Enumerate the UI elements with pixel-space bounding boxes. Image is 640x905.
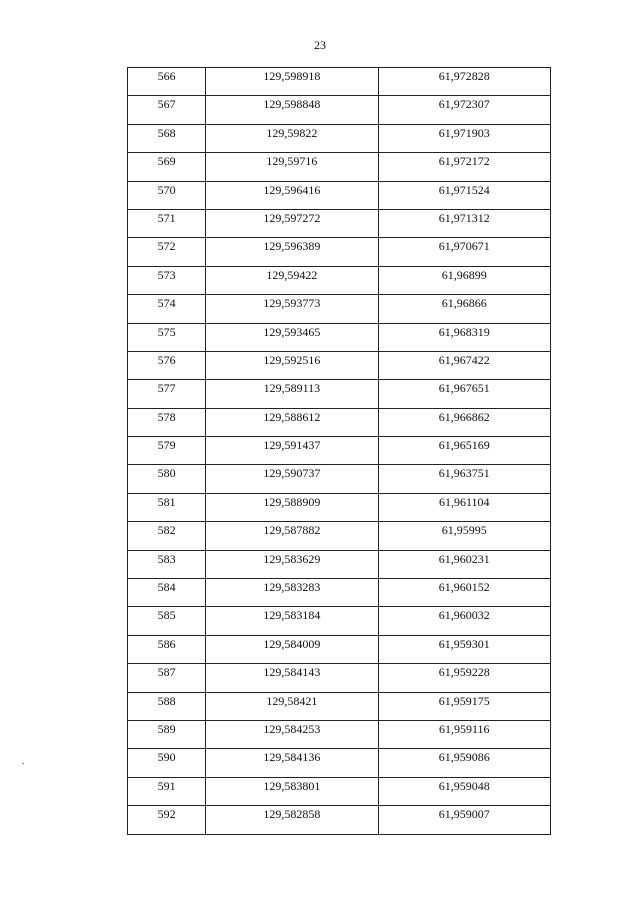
- point-number-cell: [128, 607, 206, 635]
- x-coordinate-cell-text: 129,59422: [266, 267, 318, 282]
- x-coordinate-cell: [206, 522, 378, 550]
- point-number-cell-text: 584: [157, 580, 176, 595]
- point-number-cell: [128, 408, 206, 436]
- point-number-cell-text: 571: [157, 210, 176, 225]
- x-coordinate-cell: [206, 408, 378, 436]
- y-coordinate-cell-text: 61,963751: [438, 466, 490, 481]
- x-coordinate-cell: [206, 437, 378, 465]
- point-number-cell: [128, 380, 206, 408]
- y-coordinate-cell-text: 61,966862: [438, 409, 490, 424]
- point-number-cell-text: 570: [157, 182, 176, 197]
- table-row: [128, 295, 551, 323]
- x-coordinate-cell-text: 129,584143: [263, 665, 321, 680]
- point-number-cell: [128, 664, 206, 692]
- x-coordinate-cell-text: 129,589113: [263, 381, 321, 396]
- y-coordinate-cell-text: 61,959048: [438, 778, 490, 793]
- y-coordinate-cell: [378, 720, 550, 748]
- y-coordinate-cell-text: 61,959086: [438, 750, 490, 765]
- y-coordinate-cell-text: 61,967651: [438, 381, 490, 396]
- point-number-cell: [128, 238, 206, 266]
- point-number-cell-text: 578: [157, 409, 176, 424]
- point-number-cell: [128, 351, 206, 379]
- table-row: [128, 68, 551, 96]
- table-row: [128, 238, 551, 266]
- x-coordinate-cell-text: 129,598848: [263, 97, 321, 112]
- x-coordinate-cell: [206, 124, 378, 152]
- point-number-cell-text: 583: [157, 551, 176, 566]
- y-coordinate-cell: [378, 295, 550, 323]
- y-coordinate-cell: [378, 493, 550, 521]
- y-coordinate-cell-text: 61,971524: [438, 182, 490, 197]
- point-number-cell-text: 576: [157, 352, 176, 367]
- table-row: [128, 96, 551, 124]
- y-coordinate-cell: [378, 635, 550, 663]
- table-row: [128, 465, 551, 493]
- y-coordinate-cell-text: 61,965169: [438, 438, 490, 453]
- point-number-cell: [128, 465, 206, 493]
- y-coordinate-cell-text: 61,959007: [438, 807, 490, 822]
- point-number-cell-text: 579: [157, 438, 176, 453]
- y-coordinate-cell: [378, 806, 550, 834]
- x-coordinate-cell-text: 129,583801: [263, 778, 321, 793]
- y-coordinate-cell-text: 61,959301: [438, 636, 490, 651]
- y-coordinate-cell: [378, 238, 550, 266]
- x-coordinate-cell-text: 129,59716: [266, 154, 318, 169]
- x-coordinate-cell: [206, 266, 378, 294]
- point-number-cell-text: 590: [157, 750, 176, 765]
- y-coordinate-cell-text: 61,96899: [441, 267, 487, 282]
- point-number-cell: [128, 522, 206, 550]
- x-coordinate-cell: [206, 209, 378, 237]
- y-coordinate-cell: [378, 68, 550, 96]
- x-coordinate-cell: [206, 692, 378, 720]
- y-coordinate-cell-text: 61,972172: [438, 154, 490, 169]
- y-coordinate-cell-text: 61,968319: [438, 324, 490, 339]
- x-coordinate-cell: [206, 465, 378, 493]
- y-coordinate-cell-text: 61,959228: [438, 665, 490, 680]
- x-coordinate-cell-text: 129,58421: [266, 693, 318, 708]
- x-coordinate-cell: [206, 579, 378, 607]
- point-number-cell-text: 577: [157, 381, 176, 396]
- y-coordinate-cell: [378, 579, 550, 607]
- x-coordinate-cell-text: 129,584136: [263, 750, 321, 765]
- y-coordinate-cell-text: 61,96866: [441, 296, 487, 311]
- point-number-cell: [128, 209, 206, 237]
- y-coordinate-cell-text: 61,972307: [438, 97, 490, 112]
- point-number-cell: [128, 266, 206, 294]
- point-number-cell: [128, 635, 206, 663]
- point-number-cell: [128, 692, 206, 720]
- point-number-cell: [128, 493, 206, 521]
- y-coordinate-cell: [378, 550, 550, 578]
- coordinates-table: [127, 67, 551, 835]
- y-coordinate-cell: [378, 323, 550, 351]
- table-row: [128, 380, 551, 408]
- x-coordinate-cell: [206, 777, 378, 805]
- x-coordinate-cell-text: 129,590737: [263, 466, 321, 481]
- point-number-cell-text: 582: [157, 523, 176, 538]
- point-number-cell: [128, 437, 206, 465]
- y-coordinate-cell: [378, 522, 550, 550]
- y-coordinate-cell-text: 61,959175: [438, 693, 490, 708]
- coordinates-table-body: [128, 68, 551, 835]
- point-number-cell: [128, 153, 206, 181]
- x-coordinate-cell-text: 129,584253: [263, 721, 321, 736]
- point-number-cell-text: 566: [157, 69, 176, 83]
- point-number-cell-text: 574: [157, 296, 176, 311]
- x-coordinate-cell-text: 129,584009: [263, 636, 321, 651]
- point-number-cell: [128, 749, 206, 777]
- y-coordinate-cell: [378, 209, 550, 237]
- x-coordinate-cell: [206, 323, 378, 351]
- x-coordinate-cell-text: 129,582858: [263, 807, 321, 822]
- table-row: [128, 124, 551, 152]
- table-row: [128, 323, 551, 351]
- page-number: 23: [314, 38, 326, 52]
- table-row: [128, 153, 551, 181]
- point-number-cell: [128, 777, 206, 805]
- y-coordinate-cell-text: 61,961104: [439, 494, 490, 509]
- y-coordinate-cell-text: 61,970671: [438, 239, 490, 254]
- point-number-cell-text: 573: [157, 267, 176, 282]
- x-coordinate-cell-text: 129,587882: [263, 523, 321, 538]
- y-coordinate-cell: [378, 380, 550, 408]
- point-number-cell-text: 568: [157, 125, 176, 140]
- table-row: [128, 493, 551, 521]
- y-coordinate-cell-text: 61,967422: [438, 352, 490, 367]
- point-number-cell-text: 588: [157, 693, 176, 708]
- y-coordinate-cell: [378, 777, 550, 805]
- x-coordinate-cell: [206, 153, 378, 181]
- point-number-cell-text: 591: [157, 778, 176, 793]
- y-coordinate-cell-text: 61,960032: [438, 608, 490, 623]
- point-number-cell-text: 586: [157, 636, 176, 651]
- x-coordinate-cell: [206, 380, 378, 408]
- y-coordinate-cell-text: 61,960152: [438, 580, 490, 595]
- y-coordinate-cell-text: 61,95995: [441, 523, 487, 538]
- x-coordinate-cell: [206, 635, 378, 663]
- x-coordinate-cell: [206, 181, 378, 209]
- table-row: [128, 692, 551, 720]
- y-coordinate-cell: [378, 96, 550, 124]
- point-number-cell-text: 575: [157, 324, 176, 339]
- y-coordinate-cell-text: 61,971903: [438, 125, 490, 140]
- x-coordinate-cell-text: 129,597272: [263, 210, 321, 225]
- point-number-cell: [128, 96, 206, 124]
- y-coordinate-cell: [378, 607, 550, 635]
- x-coordinate-cell: [206, 68, 378, 96]
- point-number-cell-text: 592: [157, 807, 176, 822]
- x-coordinate-cell: [206, 351, 378, 379]
- point-number-cell: [128, 181, 206, 209]
- table-row: [128, 806, 551, 834]
- table-row: [128, 408, 551, 436]
- y-coordinate-cell: [378, 351, 550, 379]
- y-coordinate-cell-text: 61,959116: [439, 721, 490, 736]
- point-number-cell-text: 581: [157, 494, 176, 509]
- point-number-cell-text: 569: [157, 154, 176, 169]
- point-number-cell: [128, 68, 206, 96]
- point-number-cell-text: 587: [157, 665, 176, 680]
- x-coordinate-cell-text: 129,598918: [263, 69, 321, 83]
- x-coordinate-cell-text: 129,588909: [263, 494, 321, 509]
- x-coordinate-cell-text: 129,59822: [266, 125, 318, 140]
- y-coordinate-cell: [378, 664, 550, 692]
- y-coordinate-cell: [378, 465, 550, 493]
- x-coordinate-cell: [206, 720, 378, 748]
- table-row: [128, 607, 551, 635]
- point-number-cell-text: 572: [157, 239, 176, 254]
- table-row: [128, 579, 551, 607]
- point-number-cell: [128, 295, 206, 323]
- point-number-cell: [128, 124, 206, 152]
- point-number-cell: [128, 323, 206, 351]
- x-coordinate-cell: [206, 806, 378, 834]
- x-coordinate-cell-text: 129,593465: [263, 324, 321, 339]
- table-row: [128, 351, 551, 379]
- point-number-cell-text: 585: [157, 608, 176, 623]
- x-coordinate-cell: [206, 96, 378, 124]
- x-coordinate-cell: [206, 550, 378, 578]
- y-coordinate-cell: [378, 153, 550, 181]
- y-coordinate-cell: [378, 437, 550, 465]
- y-coordinate-cell: [378, 749, 550, 777]
- y-coordinate-cell: [378, 181, 550, 209]
- point-number-cell: [128, 720, 206, 748]
- x-coordinate-cell-text: 129,596389: [263, 239, 321, 254]
- point-number-cell-text: 567: [157, 97, 176, 112]
- x-coordinate-cell: [206, 664, 378, 692]
- table-row: [128, 209, 551, 237]
- x-coordinate-cell-text: 129,596416: [263, 182, 321, 197]
- scan-speck: [22, 763, 24, 764]
- y-coordinate-cell: [378, 124, 550, 152]
- point-number-cell-text: 589: [157, 721, 176, 736]
- point-number-cell: [128, 806, 206, 834]
- y-coordinate-cell-text: 61,972828: [438, 69, 490, 83]
- x-coordinate-cell: [206, 749, 378, 777]
- y-coordinate-cell-text: 61,971312: [438, 210, 490, 225]
- y-coordinate-cell: [378, 692, 550, 720]
- table-row: [128, 664, 551, 692]
- x-coordinate-cell-text: 129,591437: [263, 438, 321, 453]
- x-coordinate-cell-text: 129,583629: [263, 551, 321, 566]
- y-coordinate-cell: [378, 266, 550, 294]
- y-coordinate-cell: [378, 408, 550, 436]
- point-number-cell: [128, 550, 206, 578]
- x-coordinate-cell-text: 129,583184: [263, 608, 321, 623]
- table-row: [128, 181, 551, 209]
- point-number-cell-text: 580: [157, 466, 176, 481]
- table-row: [128, 437, 551, 465]
- x-coordinate-cell: [206, 295, 378, 323]
- table-row: [128, 720, 551, 748]
- x-coordinate-cell-text: 129,583283: [263, 580, 321, 595]
- x-coordinate-cell: [206, 493, 378, 521]
- table-row: [128, 522, 551, 550]
- x-coordinate-cell: [206, 607, 378, 635]
- table-row: [128, 749, 551, 777]
- x-coordinate-cell-text: 129,592516: [263, 352, 321, 367]
- y-coordinate-cell-text: 61,960231: [438, 551, 490, 566]
- x-coordinate-cell: [206, 238, 378, 266]
- table-row: [128, 777, 551, 805]
- table-row: [128, 266, 551, 294]
- x-coordinate-cell-text: 129,588612: [263, 409, 321, 424]
- table-row: [128, 550, 551, 578]
- x-coordinate-cell-text: 129,593773: [263, 296, 321, 311]
- point-number-cell: [128, 579, 206, 607]
- table-row: [128, 635, 551, 663]
